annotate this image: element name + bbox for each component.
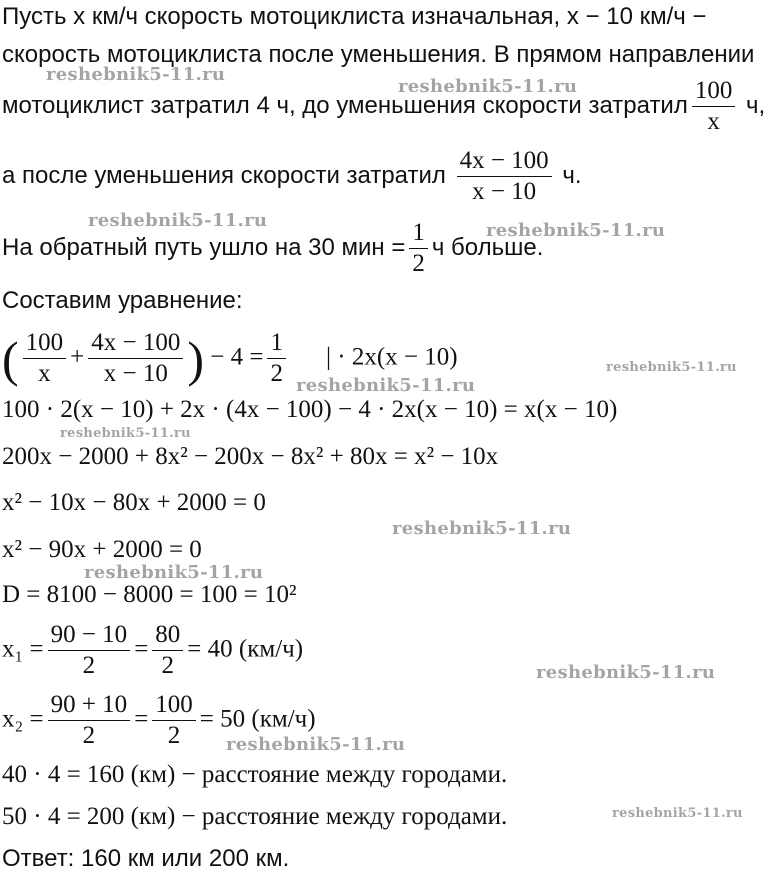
text-hours: ч. [555, 162, 582, 190]
equals-sign: = [134, 705, 149, 733]
fraction-one-half [409, 220, 428, 278]
fraction-denominator: 2 [412, 250, 425, 278]
fraction-numerator: 4x − 100 [457, 148, 552, 177]
line-speed-after: скорость мотоциклиста после уменьшения. В прямом направлении [2, 41, 755, 68]
watermark-text: reshebnik5-11.ru [606, 360, 737, 375]
fraction-numerator: 100 [692, 78, 736, 107]
fraction-denominator: x [707, 108, 720, 136]
watermark-text: reshebnik5-11.ru [88, 210, 268, 231]
fraction-numerator: 1 [409, 220, 428, 249]
line-return-trip [2, 220, 543, 278]
fraction-time-after [457, 148, 552, 206]
root-2-result: = 50 (км/ч) [199, 705, 316, 733]
root-2-lhs: x₂ = [2, 705, 44, 733]
fraction-numerator: 4x − 100 [88, 330, 183, 359]
fraction-time-after [88, 330, 183, 388]
fraction-denominator: 2 [270, 360, 283, 388]
text-time-after: а после уменьшения скорости затратил [2, 162, 446, 190]
line-distance-1: 40 · 4 = 160 (км) − расстояние между городами. [2, 761, 508, 788]
equation-middle: − 4 = [210, 343, 264, 371]
fraction-numerator: 80 [152, 622, 183, 651]
equation-multiplier: | · 2x(x − 10) [325, 343, 458, 371]
text-return-trip: На обратный путь ушло на 30 мин = [2, 234, 406, 262]
fraction-root-2-b [152, 692, 196, 750]
equation-root-1 [2, 622, 303, 680]
fraction-numerator: 1 [267, 330, 286, 359]
equation-quadratic-1: x² − 10x − 80x + 2000 = 0 [2, 489, 266, 516]
watermark-text: reshebnik5-11.ru [46, 64, 226, 85]
plus-sign: + [70, 343, 85, 371]
root-1-result: = 40 (км/ч) [187, 635, 304, 663]
watermark-text: reshebnik5-11.ru [536, 662, 716, 683]
fraction-100-over-x [23, 330, 67, 388]
fraction-numerator: 100 [23, 330, 67, 359]
watermark-text: reshebnik5-11.ru [296, 375, 476, 396]
fraction-root-1-a [48, 622, 131, 680]
watermark-text: reshebnik5-11.ru [398, 76, 578, 97]
line-distance-2: 50 · 4 = 200 (км) − расстояние между городами. [2, 803, 508, 830]
watermark-text: reshebnik5-11.ru [60, 426, 191, 441]
equation-discriminant: D = 8100 − 8000 = 100 = 10² [2, 581, 297, 608]
text-time-before: мотоциклист затратил 4 ч, до уменьшения скорости затратил [2, 92, 688, 120]
fraction-one-half [267, 330, 286, 388]
line-make-equation: Составим уравнение: [2, 287, 243, 314]
paren-close: ) [187, 330, 205, 387]
fraction-denominator: 2 [161, 652, 175, 680]
line-time-after [2, 148, 582, 206]
fraction-root-1-b [152, 622, 183, 680]
fraction-numerator: 100 [152, 692, 196, 721]
watermark-text: reshebnik5-11.ru [84, 562, 264, 583]
watermark-text: reshebnik5-11.ru [612, 806, 743, 821]
paren-open: ( [2, 330, 19, 387]
fraction-denominator: x − 10 [472, 178, 537, 206]
line-answer: Ответ: 160 км или 200 км. [2, 845, 290, 872]
watermark-text: reshebnik5-11.ru [226, 734, 406, 755]
equals-sign: = [134, 635, 149, 663]
fraction-denominator: 2 [82, 652, 96, 680]
fraction-root-2-a [48, 692, 131, 750]
equation-simplified: 200x − 2000 + 8x² − 200x − 8x² + 80x = x² − 10x [2, 443, 499, 470]
equation-quadratic-2: x² − 90x + 2000 = 0 [2, 536, 202, 563]
fraction-numerator: 90 + 10 [48, 692, 131, 721]
watermark-text: reshebnik5-11.ru [392, 518, 572, 539]
root-1-lhs: x₁ = [2, 635, 44, 663]
text-hours: ч, [739, 92, 766, 120]
fraction-denominator: x [38, 360, 51, 388]
line-time-before [2, 78, 765, 136]
watermark-text: reshebnik5-11.ru [486, 220, 666, 241]
fraction-numerator: 90 − 10 [48, 622, 131, 651]
line-speed-definition: Пусть x км/ч скорость мотоциклиста изначальная, x − 10 км/ч − [2, 3, 707, 30]
fraction-100-over-x [692, 78, 736, 136]
fraction-denominator: 2 [167, 722, 181, 750]
fraction-denominator: 2 [82, 722, 96, 750]
fraction-denominator: x − 10 [103, 360, 168, 388]
equation-expanded: 100 · 2(x − 10) + 2x · (4x − 100) − 4 · 2x(x − 10) = x(x − 10) [2, 396, 618, 423]
text-more: ч больше. [431, 234, 544, 262]
